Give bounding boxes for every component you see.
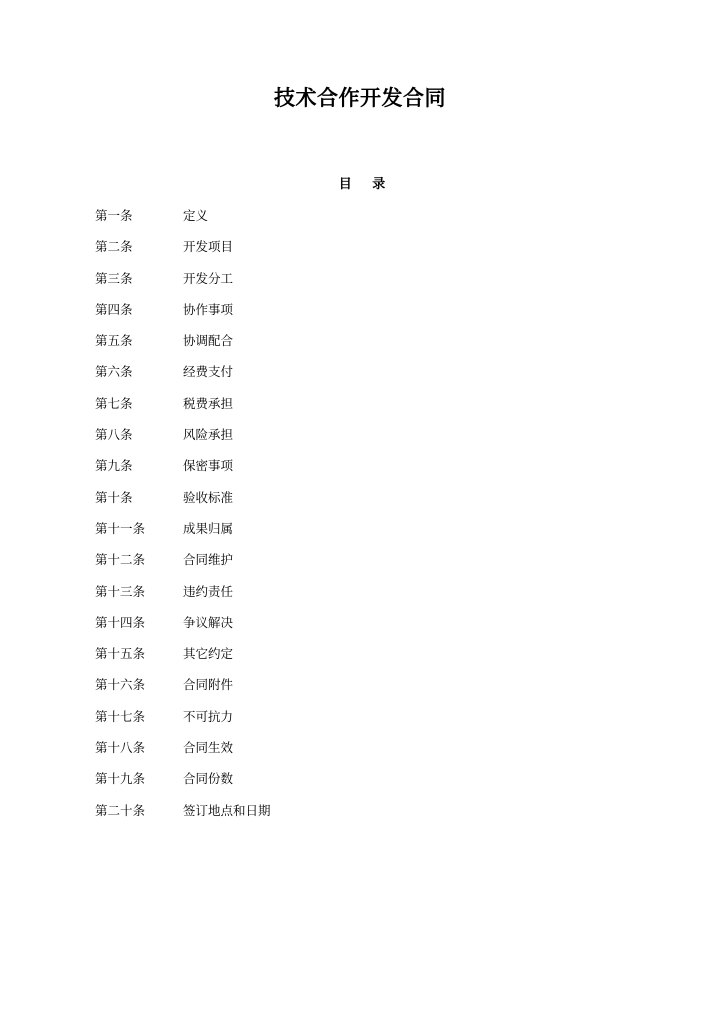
toc-article-subject: 合同附件 — [183, 677, 234, 693]
toc-article-number: 第十七条 — [95, 708, 146, 724]
toc-article-number: 第四条 — [95, 301, 133, 317]
toc-article-subject: 开发分工 — [183, 270, 234, 286]
toc-article-number: 第十三条 — [95, 583, 146, 599]
toc-article-number: 第十九条 — [95, 771, 146, 787]
toc-item — [95, 550, 495, 581]
toc-article-number: 第十条 — [95, 489, 133, 505]
toc-article-number: 第七条 — [95, 395, 133, 411]
toc-article-subject: 协作事项 — [183, 301, 234, 317]
toc-article-subject: 不可抗力 — [183, 708, 234, 724]
toc-article-subject: 合同份数 — [183, 771, 234, 787]
toc-item — [95, 237, 495, 268]
toc-item — [95, 801, 495, 832]
toc-item — [95, 707, 495, 738]
toc-article-number: 第十八条 — [95, 740, 146, 756]
toc-article-subject: 经费支付 — [183, 364, 234, 380]
toc-article-number: 第二条 — [95, 239, 133, 255]
toc-article-number: 第十五条 — [95, 646, 146, 662]
toc-article-subject: 合同维护 — [183, 552, 234, 568]
document-title: 技术合作开发合同 — [274, 85, 446, 110]
toc-article-subject: 验收标准 — [183, 489, 234, 505]
toc-article-number: 第十六条 — [95, 677, 146, 693]
toc-article-subject: 成果归属 — [183, 520, 234, 536]
toc-article-subject: 违约责任 — [183, 583, 234, 599]
table-of-contents — [95, 206, 495, 832]
toc-article-subject: 争议解决 — [183, 614, 234, 630]
toc-item — [95, 675, 495, 706]
toc-article-number: 第十四条 — [95, 614, 146, 630]
toc-heading: 目 录 — [338, 177, 390, 192]
toc-article-subject: 签订地点和日期 — [183, 802, 271, 818]
toc-item — [95, 456, 495, 487]
toc-article-number: 第十二条 — [95, 552, 146, 568]
toc-article-subject: 开发项目 — [183, 239, 234, 255]
toc-item — [95, 519, 495, 550]
toc-item — [95, 425, 495, 456]
toc-article-subject: 合同生效 — [183, 740, 234, 756]
toc-article-number: 第三条 — [95, 270, 133, 286]
toc-article-subject: 其它约定 — [183, 646, 234, 662]
toc-article-number: 第八条 — [95, 427, 133, 443]
toc-article-subject: 保密事项 — [183, 458, 234, 474]
toc-article-subject: 协调配合 — [183, 333, 234, 349]
toc-item — [95, 394, 495, 425]
toc-item — [95, 769, 495, 800]
toc-item — [95, 582, 495, 613]
toc-article-number: 第十一条 — [95, 520, 146, 536]
toc-item — [95, 269, 495, 300]
toc-article-number: 第九条 — [95, 458, 133, 474]
toc-item — [95, 738, 495, 769]
toc-article-subject: 税费承担 — [183, 395, 234, 411]
toc-article-number: 第二十条 — [95, 802, 146, 818]
toc-article-number: 第一条 — [95, 208, 133, 223]
toc-item — [95, 644, 495, 675]
toc-item — [95, 300, 495, 331]
toc-article-subject: 风险承担 — [183, 427, 234, 443]
toc-article-number: 第五条 — [95, 333, 133, 349]
toc-item — [95, 362, 495, 393]
toc-item — [95, 331, 495, 362]
toc-article-subject: 定义 — [183, 208, 209, 223]
toc-item — [95, 206, 495, 237]
toc-item — [95, 488, 495, 519]
toc-item — [95, 613, 495, 644]
toc-article-number: 第六条 — [95, 364, 133, 380]
